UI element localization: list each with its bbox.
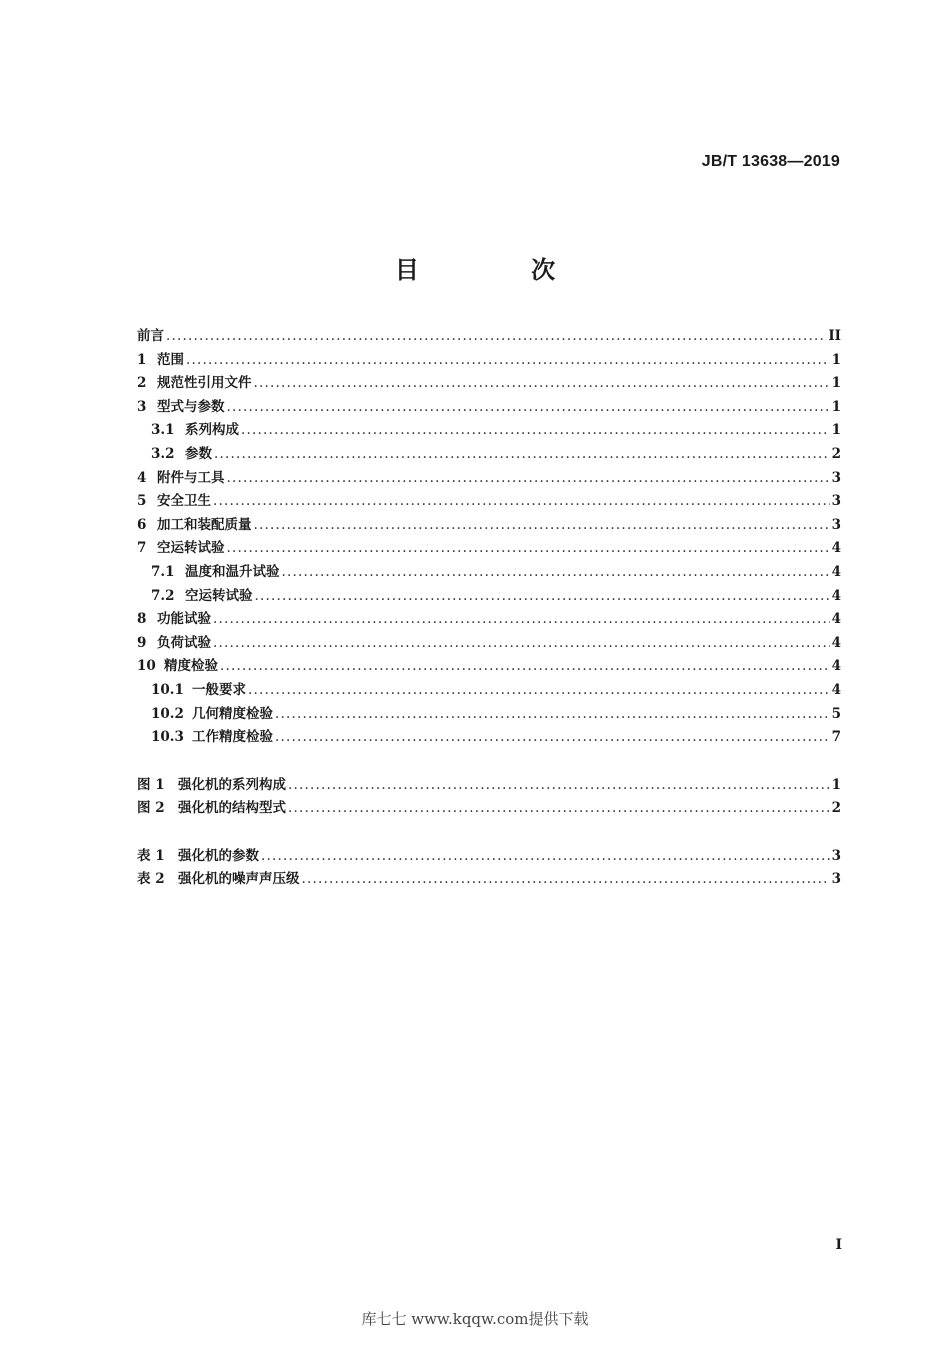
toc-entry-number: 表 2 xyxy=(137,871,165,888)
toc-entry-label: 加工和装配质量 xyxy=(157,516,252,533)
toc-dot-leader xyxy=(227,470,830,486)
toc-entry-label: 参数 xyxy=(185,445,212,462)
toc-entry[interactable] xyxy=(137,395,841,419)
toc-dot-leader xyxy=(213,493,830,509)
footer-watermark: 库七七 www.kqqw.com提供下载 xyxy=(361,1310,589,1328)
toc-entry-page: 2 xyxy=(831,445,841,462)
toc-entry-number: 10.2 xyxy=(151,705,184,722)
toc-dot-leader xyxy=(254,517,830,533)
toc-entry-number: 3.2 xyxy=(151,445,175,462)
toc-entry-number: 9 xyxy=(137,634,147,651)
toc-entry-label: 空运转试验 xyxy=(157,540,225,557)
toc-entry[interactable] xyxy=(137,584,841,608)
toc-entry-number: 3.1 xyxy=(151,422,175,439)
toc-entry-number: 4 xyxy=(137,469,147,486)
toc-entry-page: 4 xyxy=(831,540,841,557)
toc-entry[interactable] xyxy=(137,844,841,868)
toc-dot-leader xyxy=(214,446,830,462)
toc-entry-label: 前言 xyxy=(137,328,164,344)
toc-entry-page: 4 xyxy=(831,681,841,698)
toc-entry-page: 3 xyxy=(831,516,841,533)
toc-entry-label: 几何精度检验 xyxy=(192,705,273,722)
toc-entry-page: 1 xyxy=(831,351,841,368)
toc-entry-number: 1 xyxy=(137,351,147,368)
toc-dot-leader xyxy=(275,729,830,745)
toc-dot-leader xyxy=(241,422,830,438)
toc-entry-number: 5 xyxy=(137,493,147,510)
toc-entry-label: 温度和温升试验 xyxy=(185,563,280,580)
toc-entry[interactable] xyxy=(137,654,841,678)
toc-entry-page: 4 xyxy=(831,611,841,628)
toc-entry[interactable] xyxy=(137,867,841,891)
toc-title: 目 次 xyxy=(394,256,608,284)
toc-entry[interactable] xyxy=(137,442,841,466)
toc-dot-leader xyxy=(213,611,830,627)
toc-entry-label: 强化机的系列构成 xyxy=(178,776,286,793)
toc-entry[interactable] xyxy=(137,371,841,395)
toc-entry-label: 附件与工具 xyxy=(157,469,225,486)
toc-entry-number: 7.2 xyxy=(151,587,175,604)
toc-entry-label: 安全卫生 xyxy=(157,493,211,510)
toc-entry-page: 3 xyxy=(831,469,841,486)
toc-entry-number: 3 xyxy=(137,398,147,415)
toc-entry-number: 10 xyxy=(137,658,156,675)
toc-entry-page: 4 xyxy=(831,658,841,675)
toc-entry-label: 精度检验 xyxy=(164,658,218,675)
toc-entry-page: 2 xyxy=(831,800,841,817)
toc-dot-leader xyxy=(220,658,830,674)
toc-entry-page: 1 xyxy=(831,375,841,392)
toc-entry[interactable] xyxy=(137,773,841,797)
toc-entry-label: 工作精度检验 xyxy=(192,729,273,746)
toc-entry[interactable] xyxy=(137,324,841,348)
toc-entry[interactable] xyxy=(137,560,841,584)
toc-entry-number: 10.3 xyxy=(151,729,184,746)
toc-entry[interactable] xyxy=(137,489,841,513)
toc-entry[interactable] xyxy=(137,348,841,372)
toc-dot-leader xyxy=(227,540,830,556)
section-gap xyxy=(137,820,841,844)
toc-entry-label: 空运转试验 xyxy=(185,587,253,604)
toc-entry-number: 7 xyxy=(137,540,147,557)
toc-entry[interactable] xyxy=(137,466,841,490)
toc-entry-label: 型式与参数 xyxy=(157,398,225,415)
toc-entry[interactable] xyxy=(137,702,841,726)
toc-entry-number: 10.1 xyxy=(151,681,184,698)
toc-dot-leader xyxy=(275,706,830,722)
toc-dot-leader xyxy=(282,564,830,580)
toc-entry-page: 1 xyxy=(831,776,841,793)
toc-entry-label: 强化机的参数 xyxy=(178,847,259,864)
toc-entry[interactable] xyxy=(137,536,841,560)
toc-entry-page: 4 xyxy=(831,587,841,604)
toc-dot-leader xyxy=(288,800,830,816)
toc-entry-number: 图 1 xyxy=(137,776,165,793)
toc-dot-leader xyxy=(166,328,826,344)
toc-dot-leader xyxy=(261,848,830,864)
toc-entry-page: II xyxy=(828,328,841,344)
toc-entry-label: 范围 xyxy=(157,351,184,368)
toc-entry-number: 8 xyxy=(137,611,147,628)
toc-entry-page: 4 xyxy=(831,563,841,580)
toc-entry-number: 图 2 xyxy=(137,800,165,817)
toc-entry-page: 4 xyxy=(831,634,841,651)
toc-entry-label: 功能试验 xyxy=(157,611,211,628)
toc-entry-number: 7.1 xyxy=(151,563,175,580)
toc-entry-label: 规范性引用文件 xyxy=(157,375,252,392)
toc-entry-label: 负荷试验 xyxy=(157,634,211,651)
toc-entry-page: 7 xyxy=(831,729,841,746)
toc-entry-label: 强化机的结构型式 xyxy=(178,800,286,817)
standard-number: JB/T 13638—2019 xyxy=(701,153,840,170)
toc-dot-leader xyxy=(186,352,830,368)
section-gap xyxy=(137,749,841,773)
toc-dot-leader xyxy=(302,871,830,887)
toc-entry[interactable] xyxy=(137,678,841,702)
toc-entry[interactable] xyxy=(137,631,841,655)
toc-entry-number: 表 1 xyxy=(137,847,165,864)
toc-entry-page: 3 xyxy=(831,493,841,510)
toc-dot-leader xyxy=(213,635,830,651)
toc-entry[interactable] xyxy=(137,418,841,442)
toc-dot-leader xyxy=(248,682,830,698)
toc-entry[interactable] xyxy=(137,725,841,749)
table-of-contents xyxy=(137,324,841,891)
toc-entry[interactable] xyxy=(137,513,841,537)
toc-dot-leader xyxy=(254,375,830,391)
toc-dot-leader xyxy=(227,399,830,415)
page-number: I xyxy=(835,1237,842,1253)
toc-entry-number: 2 xyxy=(137,375,147,392)
toc-entry-label: 系列构成 xyxy=(185,422,239,439)
toc-entry-page: 3 xyxy=(831,847,841,864)
toc-entry-page: 1 xyxy=(831,398,841,415)
toc-entry-page: 5 xyxy=(831,705,841,722)
toc-dot-leader xyxy=(288,777,830,793)
toc-entry[interactable] xyxy=(137,607,841,631)
toc-dot-leader xyxy=(255,588,830,604)
toc-entry-label: 强化机的噪声声压级 xyxy=(178,871,300,888)
toc-entry-number: 6 xyxy=(137,516,147,533)
toc-entry-label: 一般要求 xyxy=(192,681,246,698)
toc-entry[interactable] xyxy=(137,796,841,820)
toc-entry-page: 3 xyxy=(831,871,841,888)
toc-entry-page: 1 xyxy=(831,422,841,439)
